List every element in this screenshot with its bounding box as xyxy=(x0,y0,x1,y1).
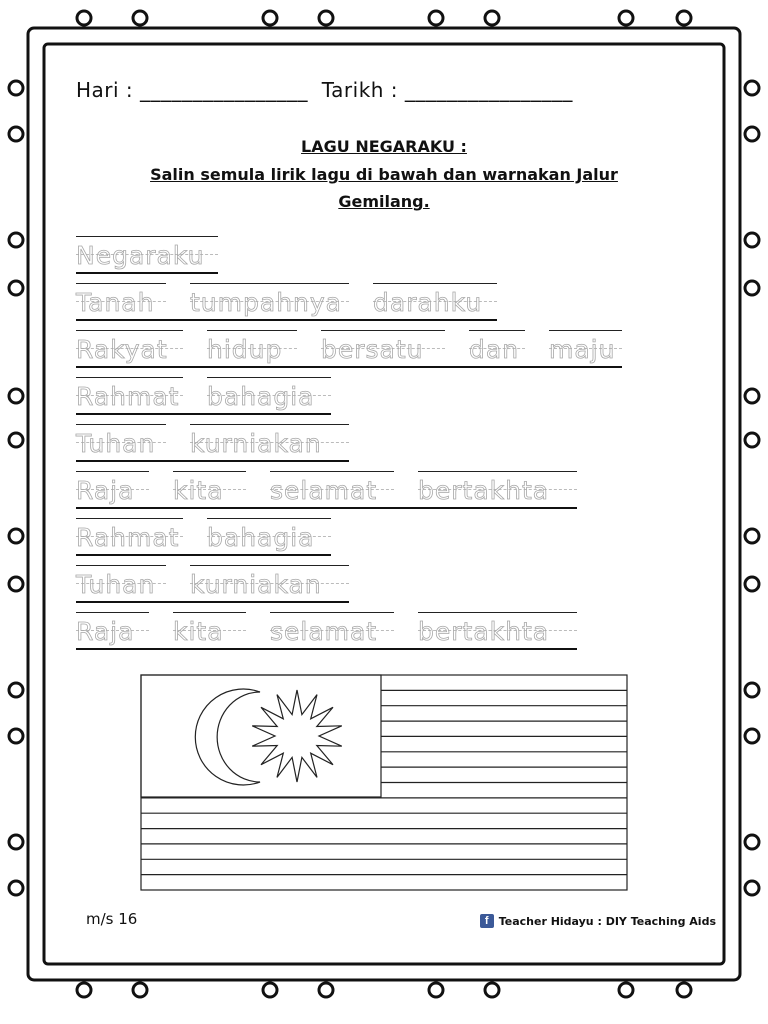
trace-word-text: dan xyxy=(469,335,520,364)
trace-word xyxy=(270,612,394,648)
trace-word-text: Tuhan xyxy=(76,429,156,458)
trace-word-text: tumpahnya xyxy=(190,288,342,317)
malaysia-flag-outline xyxy=(140,674,630,894)
trace-word xyxy=(76,283,166,319)
trace-word-text: Rahmat xyxy=(76,523,180,552)
trace-word xyxy=(190,424,349,460)
frame-loop xyxy=(263,11,277,25)
page-number: m/s 16 xyxy=(86,910,138,928)
trace-word-text: darahku xyxy=(373,288,483,317)
frame-loop xyxy=(745,433,759,447)
trace-word xyxy=(418,612,577,648)
frame-loop xyxy=(745,729,759,743)
trace-word-text: bertakhta xyxy=(418,476,550,505)
frame-loop xyxy=(9,281,23,295)
trace-word xyxy=(207,377,331,413)
hari-label: Hari : xyxy=(76,78,134,102)
trace-word xyxy=(173,612,246,648)
baseline xyxy=(76,554,331,556)
worksheet-instruction-line1: Salin semula lirik lagu di bawah dan warnakan Jalur xyxy=(150,165,618,184)
frame-loop xyxy=(77,11,91,25)
header-line xyxy=(76,78,696,102)
trace-word-text: Rakyat xyxy=(76,335,168,364)
trace-word-text: kita xyxy=(173,617,224,646)
frame-loop xyxy=(745,81,759,95)
frame-loop xyxy=(745,881,759,895)
frame-loop xyxy=(619,11,633,25)
hari-blank: ________________ xyxy=(140,78,309,102)
trace-word-text: kurniakan xyxy=(190,570,322,599)
trace-word-text: hidup xyxy=(207,335,283,364)
frame-loop xyxy=(9,389,23,403)
trace-word-text: Raja xyxy=(76,476,135,505)
frame-loop xyxy=(485,983,499,997)
frame-loop xyxy=(9,127,23,141)
trace-word xyxy=(207,330,297,366)
baseline xyxy=(76,413,331,415)
frame-loop xyxy=(9,683,23,697)
frame-loop xyxy=(9,529,23,543)
trace-word-text: Tuhan xyxy=(76,570,156,599)
frame-loop xyxy=(9,577,23,591)
worksheet-title: LAGU NEGARAKU : xyxy=(301,137,467,156)
baseline xyxy=(76,648,577,650)
trace-word-text: selamat xyxy=(270,617,378,646)
trace-word xyxy=(270,471,394,507)
baseline xyxy=(76,507,577,509)
frame-loop xyxy=(429,983,443,997)
baseline xyxy=(76,460,349,462)
frame-loop xyxy=(133,983,147,997)
trace-word-text: Raja xyxy=(76,617,135,646)
frame-loop xyxy=(263,983,277,997)
frame-loop xyxy=(9,835,23,849)
trace-word xyxy=(76,518,183,554)
frame-loop xyxy=(9,881,23,895)
trace-word xyxy=(76,330,183,366)
frame-loop xyxy=(77,983,91,997)
frame-loop xyxy=(677,11,691,25)
frame-loop xyxy=(745,577,759,591)
frame-loop xyxy=(319,11,333,25)
frame-loop xyxy=(9,433,23,447)
trace-word-text: bahagia xyxy=(207,382,315,411)
trace-word xyxy=(469,330,525,366)
trace-word xyxy=(76,565,166,601)
trace-word xyxy=(76,377,183,413)
frame-loop xyxy=(745,127,759,141)
trace-word xyxy=(321,330,445,366)
trace-word xyxy=(418,471,577,507)
baseline xyxy=(76,319,497,321)
trace-word xyxy=(207,518,331,554)
credit-line xyxy=(480,914,716,928)
trace-word-text: Negaraku xyxy=(76,241,205,270)
trace-word-text: bertakhta xyxy=(418,617,550,646)
frame-loop xyxy=(619,983,633,997)
frame-loop xyxy=(429,11,443,25)
trace-word-text: selamat xyxy=(270,476,378,505)
trace-word xyxy=(76,424,166,460)
trace-word xyxy=(173,471,246,507)
frame-loop xyxy=(485,11,499,25)
frame-loop xyxy=(745,389,759,403)
trace-word xyxy=(549,330,622,366)
facebook-icon: f xyxy=(480,914,494,928)
tarikh-label: Tarikh : xyxy=(321,78,399,102)
trace-word-text: kurniakan xyxy=(190,429,322,458)
trace-word-text: kita xyxy=(173,476,224,505)
flag-canton xyxy=(141,675,381,797)
frame-loop xyxy=(745,835,759,849)
frame-loop xyxy=(677,983,691,997)
credit-text: Teacher Hidayu : DIY Teaching Aids xyxy=(498,914,716,928)
trace-word xyxy=(76,236,218,272)
baseline xyxy=(76,272,218,274)
frame-loop xyxy=(9,233,23,247)
tarikh-blank: ________________ xyxy=(404,78,573,102)
star-icon xyxy=(252,690,342,782)
frame-loop xyxy=(133,11,147,25)
trace-word xyxy=(76,612,149,648)
frame-loop xyxy=(9,729,23,743)
trace-word xyxy=(190,283,349,319)
frame-loop xyxy=(745,281,759,295)
trace-word-text: bersatu xyxy=(321,335,424,364)
baseline xyxy=(76,366,622,368)
trace-word-text: bahagia xyxy=(207,523,315,552)
trace-word-text: maju xyxy=(549,335,616,364)
trace-word xyxy=(373,283,497,319)
frame-loop xyxy=(319,983,333,997)
crescent-icon xyxy=(195,689,260,785)
baseline xyxy=(76,601,349,603)
trace-word xyxy=(76,471,149,507)
frame-loop xyxy=(745,683,759,697)
frame-loop xyxy=(745,529,759,543)
trace-word-text: Tanah xyxy=(76,288,155,317)
worksheet-instruction-line2: Gemilang. xyxy=(338,192,430,211)
frame-loop xyxy=(9,81,23,95)
flag-stripes xyxy=(141,690,627,874)
frame-loop xyxy=(745,233,759,247)
trace-word-text: Rahmat xyxy=(76,382,180,411)
trace-word xyxy=(190,565,349,601)
